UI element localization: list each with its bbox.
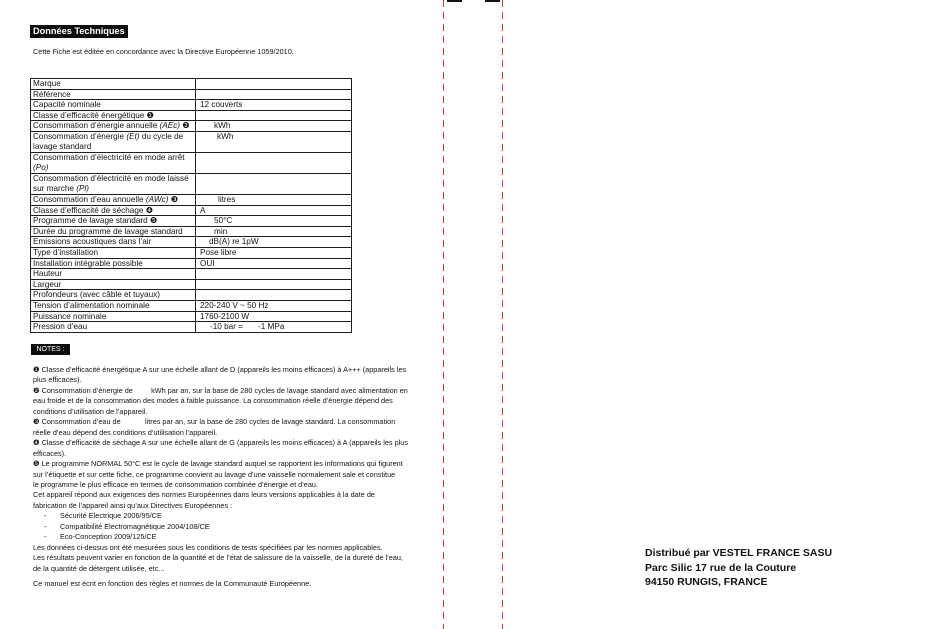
row-value: dB(A) re 1pW <box>209 237 259 247</box>
intro-text: Cette Fiche est éditée en concordance avec la Directive Européenne 1059/2010. <box>33 47 294 56</box>
notes-line: ❺ Le programme NORMAL 50°C est le cycle de lavage standard auquel se rapportent les informations qui figurent <box>33 459 403 469</box>
note-ref-4: ❹ <box>145 205 154 215</box>
row-label-text: Consommation d’électricité en mode arrêt <box>33 152 185 162</box>
row-label-symbol: (AWc) <box>145 194 169 204</box>
row-value: litres <box>218 194 236 204</box>
table-row <box>31 280 351 291</box>
row-label-text: Classe d’efficacité énergétique <box>33 110 145 120</box>
table-row <box>31 111 351 122</box>
row-label-symbol: (Et) <box>126 131 140 141</box>
notes-line: eau froide et de la consommation des modes à faible puissance. La consommation réelle d’énergie dépend des <box>33 396 393 406</box>
row-label <box>31 111 196 121</box>
notes-line: sur l’étiquette et sur cette fiche, ce programme convient au lavage d’une vaisselle normalement sale et constitue <box>33 469 396 479</box>
table-row <box>31 227 351 238</box>
table-row <box>31 312 351 323</box>
address-city: 94150 RUNGIS, FRANCE <box>645 576 768 588</box>
notes-line: le programme le plus efficace en termes de consommation combinée d’énergie et d’eau. <box>33 479 319 489</box>
distributor-name: Distribué par VESTEL FRANCE SASU <box>645 547 833 559</box>
directive-text: Sécurité Electrique 2006/95/CE <box>60 511 162 521</box>
row-label-symbol: (Po) <box>33 162 49 172</box>
row-value: kWh <box>217 131 234 141</box>
row-label: Largeur <box>31 280 196 290</box>
row-label: Installation intégrable possible <box>31 259 196 269</box>
list-bullet: - <box>44 521 47 531</box>
row-label <box>31 153 196 173</box>
row-label: Durée du programme de lavage standard <box>31 227 196 237</box>
notes-line: ❶ Classe d’efficacité énergétique A sur une échelle allant de D (appareils les moins efficaces) à A+++ (appareils les <box>33 365 407 374</box>
row-label: Pression d’eau <box>31 322 196 332</box>
row-label <box>31 174 196 194</box>
table-row <box>31 290 351 301</box>
row-label: Emissions acoustiques dans l’air <box>31 237 196 247</box>
row-label-text: Programme de lavage standard <box>33 216 148 226</box>
distributor-address <box>645 546 832 590</box>
note-ref-2: ❷ <box>182 121 190 131</box>
notes-line: Les données ci-dessus ont été mesurées sous les conditions de tests spécifiées par les normes applicables. <box>33 542 383 552</box>
row-value <box>196 174 351 194</box>
row-label: Marque <box>31 79 196 89</box>
row-value: 50°C <box>214 216 233 226</box>
table-row <box>31 100 351 111</box>
row-label-text: Consommation d’énergie <box>33 131 125 141</box>
directive-item <box>33 532 408 542</box>
note-ref-1: ❶ <box>146 110 154 120</box>
row-value <box>196 322 351 332</box>
table-row <box>31 322 351 333</box>
row-value: 1760-2100 W <box>200 311 250 321</box>
list-bullet: - <box>44 532 47 542</box>
notes-line: Cet appareil répond aux exigences des normes Européennes dans leurs versions applicables à la date de <box>33 490 375 500</box>
row-value: OUI <box>200 258 215 268</box>
notes-line: Les résultats peuvent varier en fonction de la quantité et de l’état de salissure de la vaisselle, de la dureté de l’eau, <box>33 553 403 563</box>
directive-text: Compatibilité Electromagnétique 2004/108/CE <box>60 521 210 531</box>
notes-footer: Ce manuel est écrit en fonction des règles et normes de la Communauté Européenne. <box>33 578 312 588</box>
directive-item <box>33 511 408 521</box>
table-row <box>31 237 351 248</box>
table-row <box>31 153 351 174</box>
table-row <box>31 206 351 217</box>
row-value <box>196 280 351 290</box>
row-label-text: du cycle de lavage standard <box>33 131 184 151</box>
row-value <box>196 153 351 173</box>
table-row <box>31 248 351 259</box>
fold-line-left <box>443 0 444 629</box>
row-label: Puissance nominale <box>31 312 196 322</box>
pressure-bar: -10 bar = <box>210 322 243 332</box>
crop-mark <box>447 0 462 2</box>
row-value <box>196 290 351 300</box>
row-label-text: sur marche <box>33 183 74 193</box>
notes-text <box>33 365 408 589</box>
table-row <box>31 195 351 206</box>
row-label: Capacité nominale <box>31 100 196 110</box>
row-value <box>196 79 351 89</box>
row-label-text: Consommation d’eau annuelle <box>33 194 144 204</box>
notes-line: efficaces). <box>33 448 67 458</box>
notes-line: de la quantité de détergent utilisée, etc... <box>33 563 165 573</box>
row-value <box>196 90 351 100</box>
row-value: min <box>214 226 228 236</box>
row-value: A <box>200 205 206 215</box>
section-heading: Données Techniques <box>30 25 128 38</box>
row-label: Profondeurs (avec câble et tuyaux) <box>31 290 196 300</box>
row-label-symbol: (AEc) <box>159 121 181 131</box>
row-value <box>196 111 351 121</box>
row-label <box>31 121 196 131</box>
notes-label: NOTES : <box>31 344 70 355</box>
table-row <box>31 121 351 132</box>
directive-item <box>33 522 408 532</box>
row-value: 220-240 V ~ 50 Hz <box>200 300 269 310</box>
table-row <box>31 259 351 270</box>
row-label <box>31 195 196 205</box>
table-row <box>31 90 351 101</box>
row-value: kWh <box>214 121 231 131</box>
row-label: Référence <box>31 90 196 100</box>
row-label: Hauteur <box>31 269 196 279</box>
row-value <box>196 269 351 279</box>
table-row <box>31 174 351 195</box>
crop-mark <box>485 0 500 2</box>
row-label-text: Consommation d’énergie annuelle <box>33 121 158 131</box>
table-row <box>31 301 351 312</box>
notes-line: plus efficaces). <box>33 375 82 385</box>
row-value: 12 couverts <box>200 100 243 110</box>
table-row <box>31 216 351 227</box>
list-bullet: - <box>44 511 47 521</box>
technical-data-table <box>30 78 352 333</box>
directive-text: Eco-Conception 2009/125/CE <box>60 532 157 542</box>
notes-line: réelle d’eau dépend des conditions d’utilisation l’appareil. <box>33 427 218 437</box>
notes-line: ❹ Classe d’efficacité de séchage A sur une échelle allant de G (appareils les moins efficaces) à A (appareils les plus <box>33 438 408 448</box>
table-row <box>31 79 351 90</box>
note-ref-3: ❸ <box>170 194 179 204</box>
table-row <box>31 269 351 280</box>
address-street: Parc Silic 17 rue de la Couture <box>645 561 797 574</box>
notes-line: ❸ Consommation d’eau de litres par an, sur la base de 280 cycles de lavage standard. La consommation <box>33 417 396 427</box>
pressure-mpa: -1 MPa <box>258 322 285 332</box>
notes-line: conditions d’utilisation de l’appareil. <box>33 406 148 416</box>
row-value: Pose libre <box>200 247 237 257</box>
fold-line-right <box>502 0 503 629</box>
notes-line: ❷ Consommation d’énergie de kWh par an, sur la base de 280 cycles de lavage standard avec alimentation en <box>33 385 408 395</box>
row-label <box>31 216 196 226</box>
row-label <box>31 206 196 216</box>
row-label-text: Classe d’efficacité de séchage <box>33 205 144 215</box>
row-label-text: Consommation d’électricité en mode laissé <box>33 173 189 183</box>
row-label <box>31 132 196 152</box>
table-row <box>31 132 351 153</box>
row-label: Tension d’alimentation nominale <box>31 301 196 311</box>
row-label: Type d’installation <box>31 248 196 258</box>
row-label-symbol: (Pl) <box>76 183 89 193</box>
note-ref-5: ❺ <box>149 216 158 226</box>
notes-line: fabrication de l’appareil ainsi qu’aux Directives Européennes : <box>33 500 233 510</box>
